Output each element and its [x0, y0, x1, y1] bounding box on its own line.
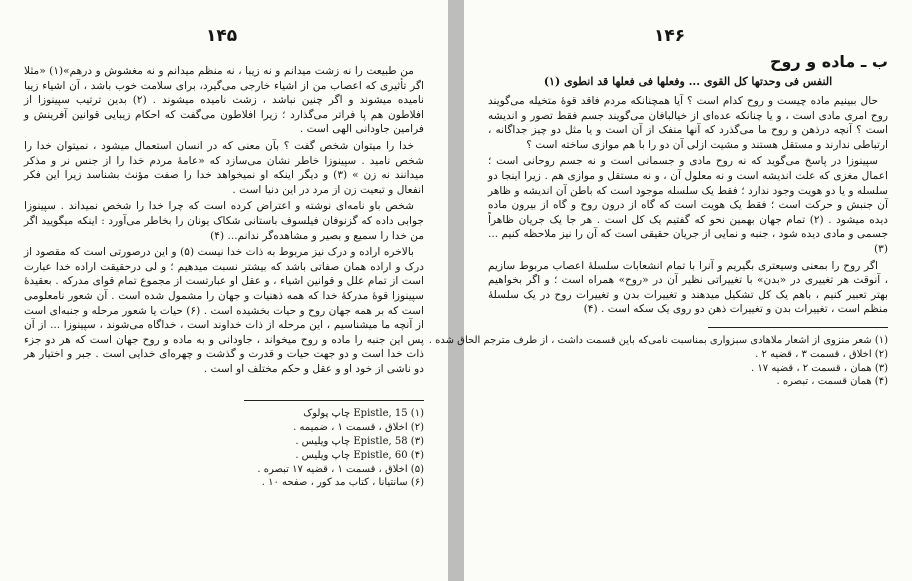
- footnote: (۳) Epistle, 58 چاپ ویلیس .: [295, 436, 424, 448]
- page-body: [488, 94, 888, 317]
- footnote: (۳) همان ، قسمت ۲ ، قضیه ۱۷ .: [751, 362, 888, 374]
- footnote: (۱) Epistle, 15 چاپ پولوک: [303, 408, 424, 420]
- paragraph: من طبیعت را نه زشت میدانم و نه زیبا ، نه منظم میدانم و نه مغشوش و درهم»(۱) «مثلا اگر تأثیری که اعصاب من از اشیاء خارجی می‌گیرد، برای سلامت خوب باشد ، آن اشیاء زیبا نامیده میشوند و اگر چنین نباشد ، زشت نامیده میشوند . (۲) بدین ترتیب سپینوزا از افلاطون هم پا فراتر می‌گذارد ؛ زیرا افلاطون می‌گفت که احکام زیبایی قوانین آفرینش و فرامین جاودانی الهی است .: [24, 65, 425, 136]
- footnote: (۴) همان قسمت ، تبصره .: [776, 376, 888, 388]
- footnote-divider: [244, 400, 424, 401]
- footnote: (۲) اخلاق ، قسمت ۱ ، ضمیمه .: [293, 422, 424, 434]
- footnotes: [428, 334, 888, 389]
- paragraph: شخص باو نامه‌ای نوشته و اعتراض کرده است که چرا خدا را شخص نمیداند . سپینوزا جوابی داده که گزنوفان فیلسوف باستانی شکاک یونان را بخاطر می‌آورد : اینکه میگویید اگر من خدا را سمیع و بصیر و مشاهده‌گر ندانم... (۴): [24, 200, 424, 242]
- footnote: (۲) اخلاق ، قسمت ۳ ، قضیه ۲ .: [755, 348, 888, 360]
- paragraph: خدا را میتوان شخص گفت ؟ بآن معنی که در انسان استعمال میشود ، نمیتوان خدا را شخص نامید . سپینوزا خاطر نشان می‌سازد که «عامهٔ مردم خدا را از جنس نر و مذکر میدانند نه زن » (۳) و دیگر اینکه او نمیخواهد خدا را صفت مؤنث بشناسد زیرا این فکر انفعال و تبعیت زن از مرد در این دنیا است .: [24, 139, 424, 196]
- left-page: [0, 0, 448, 581]
- footnote: (۱) شعر منزوی از اشعار ملاهادی سبزواری بمناسبت نامی‌که باین قسمت داشت ، از طرف مترجم الحاق شده .: [428, 334, 888, 346]
- footnote: (۶) سانتیانا ، کتاب مد کور ، صفحه ۱۰ .: [261, 477, 424, 489]
- footnote-divider: [708, 327, 888, 328]
- footnote: (۵) اخلاق ، قسمت ۱ ، قضیه ۱۷ تبصره .: [257, 463, 424, 475]
- paragraph: حال ببینیم ماده چیست و روح کدام است ؟ آیا همچنانکه مردم فاقد قوهٔ متخیله می‌گویند روح امری مادی است ، و یا چنانکه عده‌ای از خیالبافان می‌گویند جسم فقط تصور و اندیشه است ؟ آنچه درذهن و روح ما می‌گذرد که آنها منفک از آن است و یا مثل دو چیز جداگانه ، ارتباطی ندارند و مستقل هستند و مشیت ازلی آن دو را با هم موازی ساخته است ؟: [488, 95, 888, 151]
- footnote: (۴) Epistle, 60 چاپ ویلیس .: [295, 449, 424, 461]
- epigraph: النفس فی وحدتها کل القوی ... وفعلها فی فعلها قد انطوی (۱): [543, 75, 833, 88]
- paragraph: بالاخره اراده و درک نیز مربوط به ذات خدا نیست (۵) و این درصورتی است که مقصود از درک و اراده همان صفاتی باشد که بیشتر نسبت میدهیم ؛ و لی درحقیقت اراده خدا عبارت است از تمام علل و قوانین اشیاء ، و عقل او عبارتست از مجموع تمام قوای مدرکه . بعقیدهٔ سپینوزا قوهٔ مدرکهٔ خدا که همه ذهنیات و جهان را مشمول شده است . آن شعور نامعلومی است که بر همه جهان روح و حیات بخشیده است . (۶) حیات یا شعور مرحله و جنبه‌ای است از آنچه ما میشناسیم ، این مرحله از ذات خداوند است ، خداگاه می‌شوند ، سپینوزا ... از آن پس این جنبه را ماده و روح میخواند ، جاودانی و به ماده و روح جهان است که هر دو جزء ذات خدا است و دو جهت حیات و قدرت و گذشت و چهره‌ای خدایی است . جبر و اختیار هر دو ناشی از خود او و عقل و حکم مختلف او است .: [24, 246, 425, 375]
- paragraph: سپینوزا در پاسخ می‌گوید که نه روح مادی و جسمانی است و نه جسم روحانی است ؛ اعمال مغزی که علت اندیشه است و نه معلول آن ، و نه مستقل و موازی هم . زیرا اینجا دو سلسله و یا دو هویت وجود ندارد ؛ فقط یک سلسله موجود است که باطن آن اندیشه و ظاهر آن جنبش و حرکت است ؛ فقط یک هویت است که گاه از درون روح و گاه از بیرون ماده دیده میشود . (۲) تمام جهان بهمین نحو که گفتیم یک کل است . هر جا یک جریان ظاهراً جسمی و مادی دیده شود ، جنبه و نمایی از جریان حقیقی است که آن را نیز ملاحظه کنیم ... (۳): [488, 155, 888, 255]
- page-number: ۱۴۶: [654, 26, 686, 46]
- right-page: [428, 0, 912, 581]
- footnotes: [24, 407, 424, 490]
- book-gutter: [448, 0, 464, 581]
- paragraph: اگر روح را بمعنی وسیعتری بگیریم و آنرا با تمام انشعابات سلسلهٔ اعصاب مربوط سازیم ، آنوقت هر تغییری در «بدن» با تغییراتی نظیر آن در «روح» همراه است ؛ و اگر بخواهیم بهتر تعبیر کنیم ، باهم یک کل تشکیل میدهند و تغییرات بدن و تغییرات روح در یک سلسلهٔ منظم است ، تغییرات بدن و تغییرات ذهن دو روی یک سکه است . (۴): [488, 259, 888, 316]
- section-title: ب ـ ماده و روح: [769, 52, 888, 71]
- page-number: ۱۴۵: [206, 26, 238, 46]
- page-body: [24, 64, 424, 376]
